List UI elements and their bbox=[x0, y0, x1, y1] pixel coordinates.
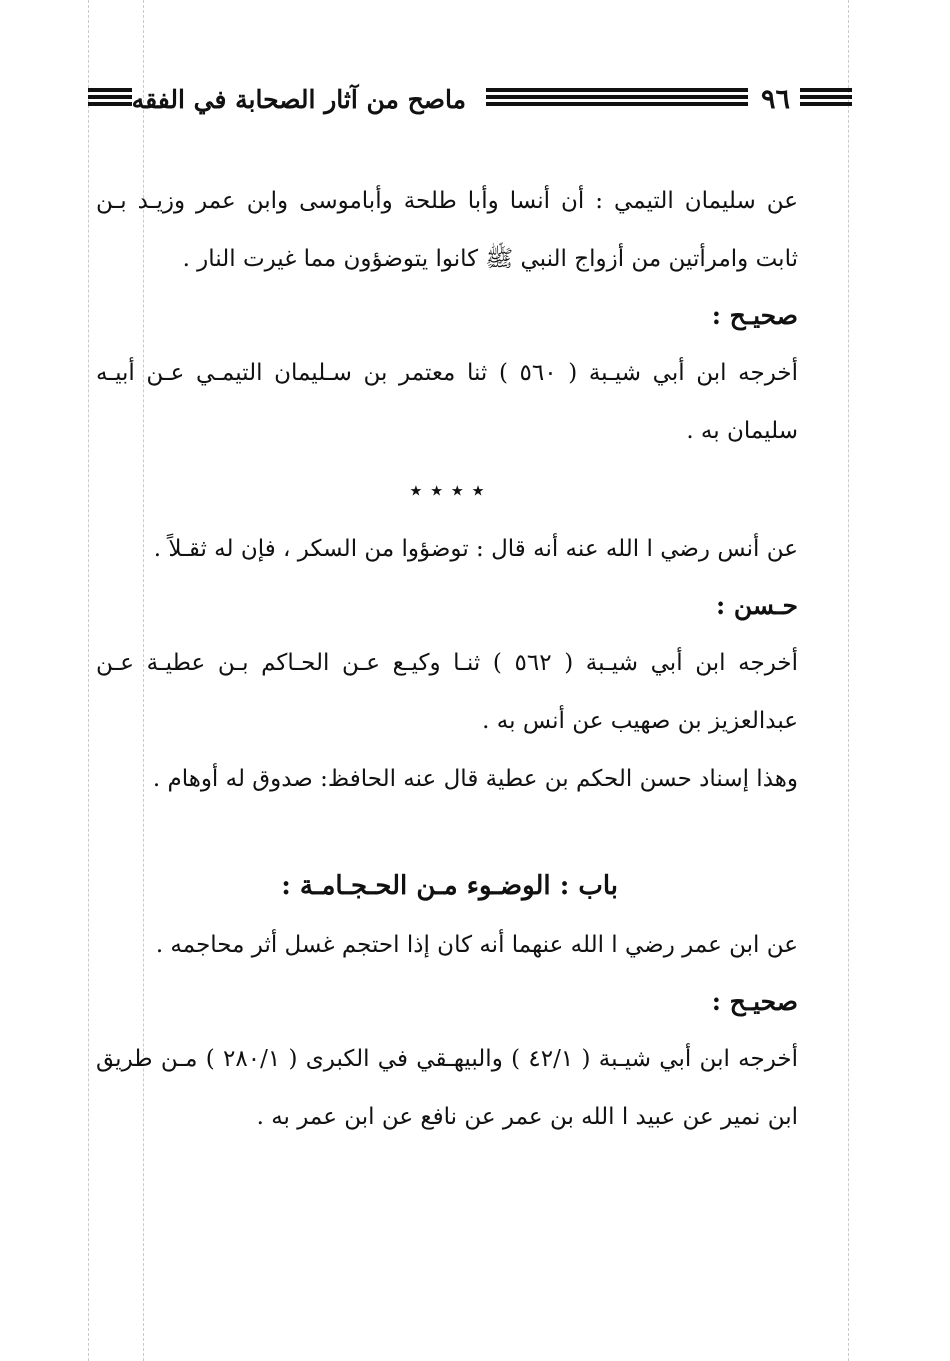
athar-text: عن سليمان التيمي : أن أنسا وأبا طلحة وأباموسى وابن عمر وزيـد بـن ثابت وامرأتين من أزواج النبي ﷺ كانوا يتوضؤون مما غيرت النار . bbox=[96, 188, 798, 272]
margin-guide-left bbox=[88, 0, 89, 1361]
takhrij-text: أخرجه ابن أبي شيـبة ( ٤٢/١ ) والبيهـقي في الكبرى ( ٢٨٠/١ ) مـن طريق ابن نمير عن عبيد ا الله بن عمر عن نافع عن ابن عمر به . bbox=[96, 1046, 799, 1130]
isnad-note: وهذا إسناد حسن الحكم بن عطية قال عنه الحافظ: صدوق له أوهام . bbox=[152, 766, 798, 792]
header-rule-left bbox=[88, 88, 132, 109]
takhrij-text: أخرجه ابن أبي شيـبة ( ٥٦٠ ) ثنا معتمر بن سـليمان التيمـي عـن أبيـه سليمان به . bbox=[96, 360, 799, 444]
book-title: ماصح من آثار الصحابة في الفقه bbox=[131, 85, 466, 114]
page-header bbox=[88, 82, 852, 118]
chapter-heading: باب : الوضـوء مـن الحـجـامـة : bbox=[281, 871, 618, 901]
header-rule-middle bbox=[486, 88, 748, 109]
page-number: ٩٦ bbox=[760, 84, 790, 115]
page-body bbox=[96, 172, 798, 1146]
grade-heading: صحيـح : bbox=[711, 301, 798, 330]
margin-guide-right bbox=[848, 0, 849, 1361]
section-separator: ٭ ٭ ٭ ٭ bbox=[409, 476, 485, 504]
grade-heading: صحيـح : bbox=[711, 987, 798, 1016]
takhrij-text: أخرجه ابن أبي شيـبة ( ٥٦٢ ) ثنـا وكيـع عـن الحـاكم بـن عطيـة عـن عبدالعزيز بن صهيب عن أنس به . bbox=[96, 650, 799, 734]
athar-text: عن أنس رضي ا الله عنه أنه قال : توضؤوا من السكر ، فإن له ثقـلاً . bbox=[153, 536, 798, 562]
header-rule-right bbox=[800, 88, 852, 109]
athar-text: عن ابن عمر رضي ا الله عنهما أنه كان إذا احتجم غسل أثر محاجمه . bbox=[155, 932, 798, 958]
grade-heading: حـسن : bbox=[715, 591, 798, 620]
